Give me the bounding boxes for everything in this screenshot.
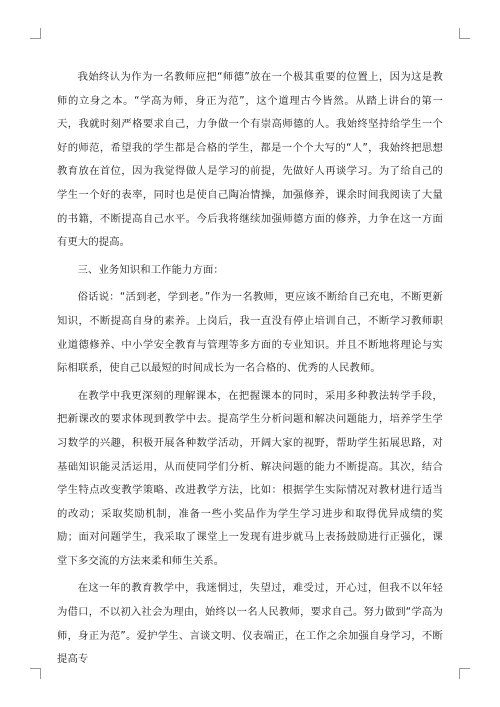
page-corner-mark-top-right (459, 28, 470, 39)
page-corner-mark-bottom-left (30, 668, 41, 679)
document-body (57, 66, 443, 672)
paragraph-teacher-ethics: 我始终认为作为一名教师应把“师德”放在一个极其重要的位置上，因为这是教师的立身之本。“学高为师，身正为范”，这个道理古今皆然。从踏上讲台的第一天，我就时刻严格要求自己，力争做一个有崇高师德的人。我始终坚持给学生一个好的师范，希望我的学生都是合格的学生，都是一个个大写的“人”，我始终把思想教育放在首位，因为我觉得做人是学习的前提，先做好人再谈学习。为了给自己的学生一个好的表率，同时也是使自己陶冶情操，加强修养，课余时间我阅读了大量的书籍，不断提高自己水平。今后我将继续加强师德方面的修养，力争在这一方面有更大的提高。 (57, 71, 443, 249)
paragraph-year-reflection: 在这一年的教育教学中，我迷惘过，失望过，难受过，开心过，但我不以年轻为借口，不以初入社会为理由，始终以一名人民教师，要求自己。努力做到“学高为师，身正为范”。爱护学生、言谈文明、仪表端正，在工作之余加强自身学习，不断提高专 (57, 582, 443, 666)
paragraph-teaching-methods: 在教学中我更深刻的理解课本，在把握课本的同时，采用多种教法转学手段，把新课改的要求体现到教学中去。提高学生分析问题和解决问题能力，培养学生学习数学的兴趣，积极开展各种数学活动，开阔大家的视野，帮助学生拓展思路，对基础知识能灵活运用，从而使同学们分析、解决问题的能力不断提高。其次，结合学生特点改变教学策略、改进教学方法，比如：根据学生实际情况对教材进行适当的改动；采取奖励机制，准备一些小奖品作为学生学习进步和取得优异成绩的奖励；面对问题学生，我采取了课堂上一发现有进步就马上表扬鼓励进行正强化，课堂下多交流的方法来柔和师生关系。 (57, 389, 443, 567)
page-corner-mark-top-left (30, 28, 41, 39)
page-corner-mark-bottom-right (459, 668, 470, 679)
section-heading-professional-ability: 三、业务知识和工作能力方面： (77, 263, 224, 276)
paragraph-continuous-learning: 俗话说：“活到老，学到老。”作为一名教师，更应该不断给自己充电，不断更新知识，不断提高自身的素养。上岗后，我一直没有停止培训自己，不断学习教师职业道德修养、中小学安全教育与管理等多方面的专业知识。并且不断地将理论与实际相联系，使自己以最短的时间成长为一名合格的、优秀的人民教师。 (57, 291, 443, 375)
